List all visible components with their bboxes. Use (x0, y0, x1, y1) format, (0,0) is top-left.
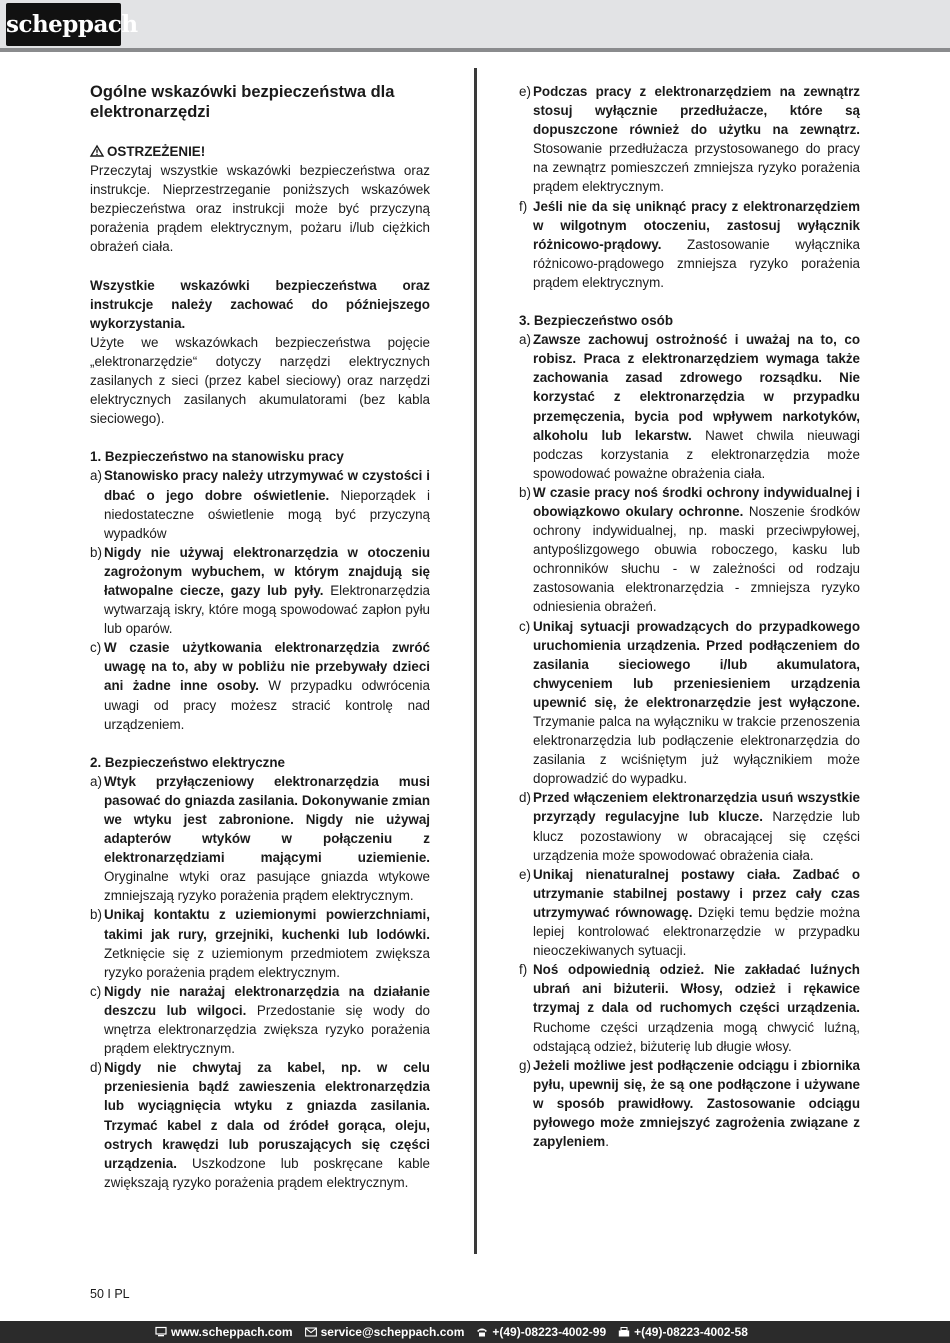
item-text (533, 865, 860, 960)
list-item (519, 330, 860, 483)
item-bold-text: Wtyk przyłączeniowy elektronarzędzia musi pasować do gniazda zasilania. Dokonywanie zmian we wtyku jest zabronione. Nigdy nie używaj adapterów wtyków w połączeniu z elektronarzędziami mającymi uziemienie. (104, 773, 430, 866)
list-item (90, 905, 430, 981)
item-plain-text: Trzymanie palca na wyłączniku w trakcie przenoszenia elektronarzędzia lub podłączenie elektronarzędzia do zasilania z wciśniętym już wyłącznikiem może doprowadzić do wypadku. (533, 714, 860, 787)
list-item (519, 197, 860, 292)
list-item (90, 772, 430, 906)
item-label: b) (90, 544, 102, 560)
item-bold-text: Zawsze zachowuj ostrożność i uważaj na to, co robisz. Praca z elektronarzędziem wymaga także zachowania zasad zdrowego rozsądku. Nie korzystać z elektronarzędzia w przypadku przemęczenia, bycia pod wpływem narkotyków, alkoholu lub lekarstw. (533, 332, 860, 443)
item-label: c) (519, 618, 531, 634)
item-plain-text: Przedostanie się wody do wnętrza elektronarzędzia zwiększa ryzyko porażenia prądem elektrycznym. (104, 1002, 430, 1057)
item-plain-text: Uszkodzone lub poskręcane kable zwiększają ryzyko porażenia prądem elektrycznym. (104, 1155, 430, 1190)
item-plain-text: Zastosowanie wyłącznika różnicowo-prądowego zmniejsza ryzyko porażenia prądem elektrycznym. (533, 236, 860, 290)
item-plain-text: Stosowanie przedłużacza przystosowanego do pracy na zewnątrz pomieszczeń zmniejsza ryzyko porażenia prądem elektrycznym. (533, 141, 860, 195)
item-label: c) (90, 983, 102, 999)
item-bold-text: W czasie pracy noś środki ochrony indywidualnej i obowiązkowo okulary ochronne. (533, 484, 860, 519)
item-label: a) (90, 773, 102, 789)
warning-triangle-icon (90, 145, 104, 157)
right-column (519, 82, 860, 1151)
item-text (533, 483, 860, 617)
item-label: e) (519, 866, 531, 882)
item-bold-text: Nigdy nie chwytaj za kabel, np. w celu przeniesienia bądź zawieszenia elektronarzędzia lub wyciągnięcia wtyku z gniazda zasilania. Trzymać kabel z dala od źródeł gorąca, oleju, ostrych krawędzi lub poruszających się części urządzenia. (104, 1060, 430, 1171)
item-plain-text: Nawet chwila nieuwagi podczas korzystania z elektronarzędzia może spowodować poważne obrażenia ciała. (533, 427, 860, 481)
logo-text: scheppach (6, 11, 138, 38)
item-text (533, 617, 860, 789)
item-label: b) (519, 484, 531, 500)
item-bold-text: Przed włączeniem elektronarzędzia usuń wszystkie przyrządy regulacyjne lub klucze. (533, 790, 860, 825)
list-item (519, 960, 860, 1055)
monitor-icon (155, 1327, 167, 1337)
item-bold-text: Unikaj kontaktu z uziemionymi powierzchniami, takimi jak rury, grzejniki, kuchenki lub lodówki. (104, 907, 430, 942)
item-bold-text: Nigdy nie używaj elektronarzędzia w otoczeniu zagrożonym wybuchem, w którym znajdują się łatwopalne ciecze, gazy lub pyły. (104, 544, 430, 598)
item-label: f) (519, 962, 528, 978)
item-plain-text: Ruchome części urządzenia mogą chwycić luźną, odstającą odzież, biżuterię lub długie włosy. (533, 1019, 860, 1054)
list-item (519, 1056, 860, 1151)
list-item (90, 543, 430, 638)
item-text (104, 1058, 430, 1192)
page-number: 50 I PL (90, 1287, 130, 1301)
page-header (0, 0, 950, 50)
definition-text: Użyte we wskazówkach bezpieczeństwa pojęcie „elektronarzędzie“ dotyczy narzędzi elektrycznych zasilanych z sieci (przez kabel sieciowy) oraz narzędzi elektrycznych zasilanych akumulatorami (bez kabla sieciowego). (90, 334, 430, 427)
warning-label: OSTRZEŻENIE! (107, 144, 206, 159)
item-plain-text: W przypadku odwrócenia uwagi od pracy możesz stracić kontrolę nad urządzeniem. (104, 678, 430, 732)
phone-icon (476, 1327, 488, 1337)
item-plain-text: . (605, 1134, 609, 1150)
item-plain-text: Nieporządek i niedostateczne oświetlenie mogą być przyczyną wypadków (104, 487, 430, 541)
item-text (533, 788, 860, 864)
footer-fax: +(49)-08223-4002-58 (634, 1325, 748, 1339)
item-plain-text: Dzięki temu będzie można lepiej kontrolować elektronarzędzie w przypadku nieoczekiwanych sytuacji. (533, 904, 860, 959)
fax-icon (618, 1327, 630, 1337)
item-plain-text: Zetknięcie się z uziemionym przedmiotem zwiększa ryzyko porażenia prądem elektrycznym. (104, 945, 430, 980)
item-text (533, 330, 860, 483)
item-bold-text: Unikaj sytuacji prowadzących do przypadkowego uruchomienia urządzenia. Przed podłączeniem do zasilania sieciowego i/lub akumulatora, chwyceniem lub przeniesieniem urządzenia upewnić się, że elektronarzędzie jest wyłączone. (533, 618, 860, 710)
list-item (519, 788, 860, 864)
section-2-list (90, 772, 430, 1192)
header-rule (0, 48, 950, 52)
section-3-list (519, 330, 860, 1151)
item-plain-text: Oryginalne wtyki oraz pasujące gniazda wtykowe zmniejszają ryzyko porażenia prądem elektrycznym. (104, 869, 430, 904)
item-plain-text: Noszenie środków ochrony indywidualnej, np. maski przeciwpyłowej, antypoślizgowego obuwia roboczego, kasku lub ochronników słuchu - w zależności od rodzaju zastosowania elektronarzędzia - zmniejsza ryzyko odniesienia obrażeń. (533, 503, 860, 615)
list-item (519, 82, 860, 197)
item-text (104, 638, 430, 733)
left-column (90, 82, 430, 1192)
section-title: Ogólne wskazówki bezpieczeństwa dla elektronarzędzi (90, 83, 395, 121)
page-footer (0, 1321, 950, 1343)
item-label: g) (519, 1057, 531, 1073)
list-item (90, 466, 430, 542)
footer-email[interactable]: service@scheppach.com (320, 1325, 465, 1339)
item-label: e) (519, 84, 531, 99)
item-label: a) (519, 332, 531, 348)
item-text (104, 905, 430, 981)
list-item (90, 638, 430, 733)
item-bold-text: W czasie użytkowania elektronarzędzia zwróć uwagę na to, aby w pobliżu nie przebywały dzieci ani żadne inne osoby. (104, 640, 430, 694)
item-bold-text: Jeśli nie da się uniknąć pracy z elektronarzędziem w wilgotnym otoczeniu, zastosuj wyłącznik różnicowo-prądowy. (533, 198, 860, 252)
item-plain-text: Elektronarzędzia wytwarzają iskry, które mogą spowodować zapłon pyłu lub oparów. (104, 582, 430, 637)
item-text (533, 82, 860, 197)
item-label: a) (90, 468, 102, 484)
section-heading-1: 1. Bezpieczeństwo na stanowisku pracy (90, 449, 344, 465)
section-2-continued-list (519, 82, 860, 292)
item-bold-text: Stanowisko pracy należy utrzymywać w czystości i dbać o jego dobre oświetlenie. (104, 468, 430, 503)
item-label: c) (90, 640, 102, 656)
footer-website[interactable]: www.scheppach.com (171, 1325, 293, 1339)
keep-instructions: Wszystkie wskazówki bezpieczeństwa oraz instrukcje należy zachować do późniejszego wykorzystania. (90, 277, 430, 331)
column-divider (474, 68, 477, 1254)
item-text (104, 982, 430, 1058)
item-bold-text: Podczas pracy z elektronarzędziem na zewnątrz stosuj wyłącznie przedłużacze, które są dopuszczone również do użytku na zewnątrz. (533, 84, 860, 138)
item-text (533, 1056, 860, 1151)
item-text (104, 466, 430, 542)
list-item (519, 483, 860, 617)
section-heading-2: 2. Bezpieczeństwo elektryczne (90, 754, 285, 770)
scheppach-logo (6, 3, 138, 46)
item-text (533, 197, 860, 292)
item-bold-text: Jeżeli możliwe jest podłączenie odciągu i zbiornika pyłu, upewnij się, że są one podłączone i używane w sposób prawidłowy. Zastosowanie odciągu pyłowego może zmniejszyć zagrożenia związane z zapyleniem (533, 1057, 860, 1150)
warning-heading (90, 142, 430, 161)
intro-text: Przeczytaj wszystkie wskazówki bezpieczeństwa oraz instrukcje. Nieprzestrzeganie poniższych wskazówek bezpieczeństwa oraz instrukcji może być przyczyną porażenia prądem elektrycznym, pożaru i/lub ciężkich obrażeń ciała. (90, 163, 430, 255)
item-text (533, 960, 860, 1055)
list-item (90, 982, 430, 1058)
item-label: b) (90, 907, 102, 923)
section-heading-3: 3. Bezpieczeństwo osób (519, 313, 674, 329)
item-bold-text: Unikaj nienaturalnej postawy ciała. Zadbać o utrzymanie stabilnej postawy i przez cały czas utrzymywać równowagę. (533, 866, 860, 920)
section-1-list (90, 466, 430, 733)
footer-phone[interactable]: +(49)-08223-4002-99 (492, 1325, 607, 1339)
item-label: d) (519, 790, 531, 806)
item-bold-text: Noś odpowiednią odzież. Nie zakładać luźnych ubrań ani biżuterii. Włosy, odzież i rękawice trzymaj z dala od ruchomych części urządzenia. (533, 962, 860, 1016)
list-item (519, 617, 860, 789)
item-text (104, 772, 430, 906)
item-plain-text: Narzędzie lub klucz pozostawiony w obracającej się części urządzenia może spowodować obrażenia ciała. (533, 809, 860, 863)
list-item (519, 865, 860, 960)
item-text (104, 543, 430, 638)
item-label: f) (519, 198, 528, 214)
envelope-icon (305, 1327, 317, 1337)
item-label: d) (90, 1060, 102, 1076)
item-bold-text: Nigdy nie narażaj elektronarzędzia na działanie deszczu lub wilgoci. (104, 983, 430, 1018)
list-item (90, 1058, 430, 1192)
